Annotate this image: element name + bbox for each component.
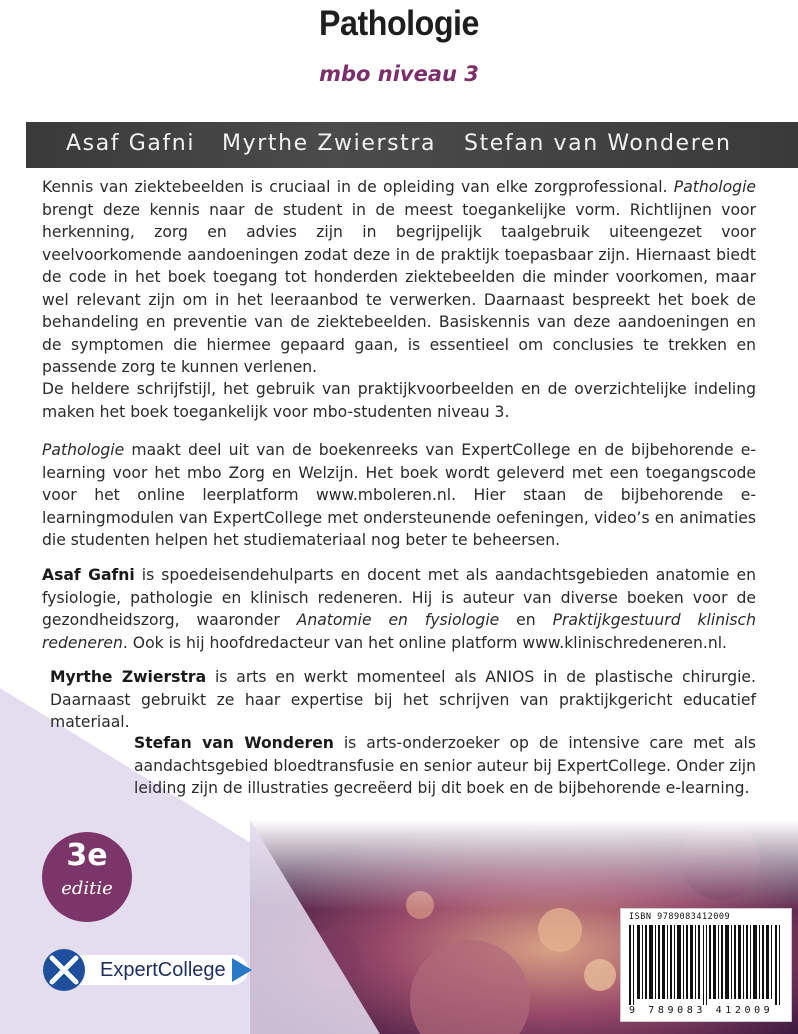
author-name: Stefan van Wonderen xyxy=(464,131,732,156)
publisher-logo xyxy=(42,948,252,992)
book-subtitle: mbo niveau 3 xyxy=(319,62,479,86)
edition-badge xyxy=(42,832,132,922)
bio-stefan-paragraph: Stefan van Wonderen is arts-onderzoeker op de intensive care met als aandachtsgebied bloedtransfusie en senior auteur bij ExpertCollege. Onder zijn leiding zijn de illustraties gecreëerd bij dit boek en de bijbehorende e-learning. xyxy=(134,734,756,797)
bio-myrthe-paragraph: Myrthe Zwierstra is arts en werkt momenteel als ANIOS in de plastische chirurgie. Daarnaast gebruikt ze haar expertise bij het schrijven van praktijkgericht educatief materiaal. xyxy=(50,668,756,731)
style-paragraph: De heldere schrijfstijl, het gebruik van praktijkvoorbeelden en de overzichtelijke indeling maken het boek toegankelijk voor mbo-studenten niveau 3. xyxy=(42,380,756,421)
book-title: Pathologie xyxy=(319,4,479,43)
edition-number: 3e xyxy=(66,838,108,873)
isbn-text: ISBN 9789083412009 xyxy=(629,912,731,922)
author-name: Asaf Gafni xyxy=(66,131,196,156)
barcode xyxy=(620,908,792,1022)
publisher-name: ExpertCollege xyxy=(62,955,248,985)
intro-paragraph: Kennis van ziektebeelden is cruciaal in de opleiding van elke zorgprofessional. Pathologie brengt deze kennis naar de student in de meest toegankelijke vorm. Richtlijnen voor herkenning, zorg en advies zijn in begrijpelijk taalgebruik uiteengezet voor veelvoorkomende aandoeningen zodat deze in de praktijk toepasbaar zijn. Hiernaast biedt de code in het boek toegang tot honderden ziektebeelden die minder voorkomen, maar wel relevant zijn om in het leeraanbod te verwerken. Daarnaast bespreekt het boek de behandeling en preventie van de ziektebeelden. Basiskennis van deze aandoeningen en de symptomen die hiermee gepaard gaan, is essentieel om conclusies te trekken en passende zorg te kunnen verlenen. xyxy=(42,178,756,376)
bio-asaf-paragraph: Asaf Gafni is spoedeisendehulparts en docent met als aandachtsgebieden anatomie en fysiologie, pathologie en klinisch redeneren. Hij is auteur van diverse boeken voor de gezondheidszorg, waaronder Anatomie en fysiologie en Praktijkgestuurd klinisch redeneren. Ook is hij hoofdredacteur van het online platform www.klinischredeneren.nl. xyxy=(42,566,757,652)
expertcollege-x-icon xyxy=(42,948,86,992)
author-name: Myrthe Zwierstra xyxy=(222,131,437,156)
authors-bar xyxy=(26,122,798,168)
logo-arrow-icon xyxy=(232,958,252,982)
barcode-bars xyxy=(629,925,783,1005)
series-paragraph: Pathologie maakt deel uit van de boekenreeks van ExpertCollege en de bijbehorende e-learning voor het mbo Zorg en Welzijn. Het boek wordt geleverd met een toegangscode voor het online leerplatform www.mboleren.nl. Hier staan de bijbehorende e-learningmodulen van ExpertCollege met ondersteunende oefeningen, video’s en animaties die studenten helpen het studiemateriaal nog beter te beheersen. xyxy=(42,441,756,549)
edition-word: editie xyxy=(61,878,113,899)
isbn-digits: 9 789083 412009 xyxy=(629,1005,774,1016)
